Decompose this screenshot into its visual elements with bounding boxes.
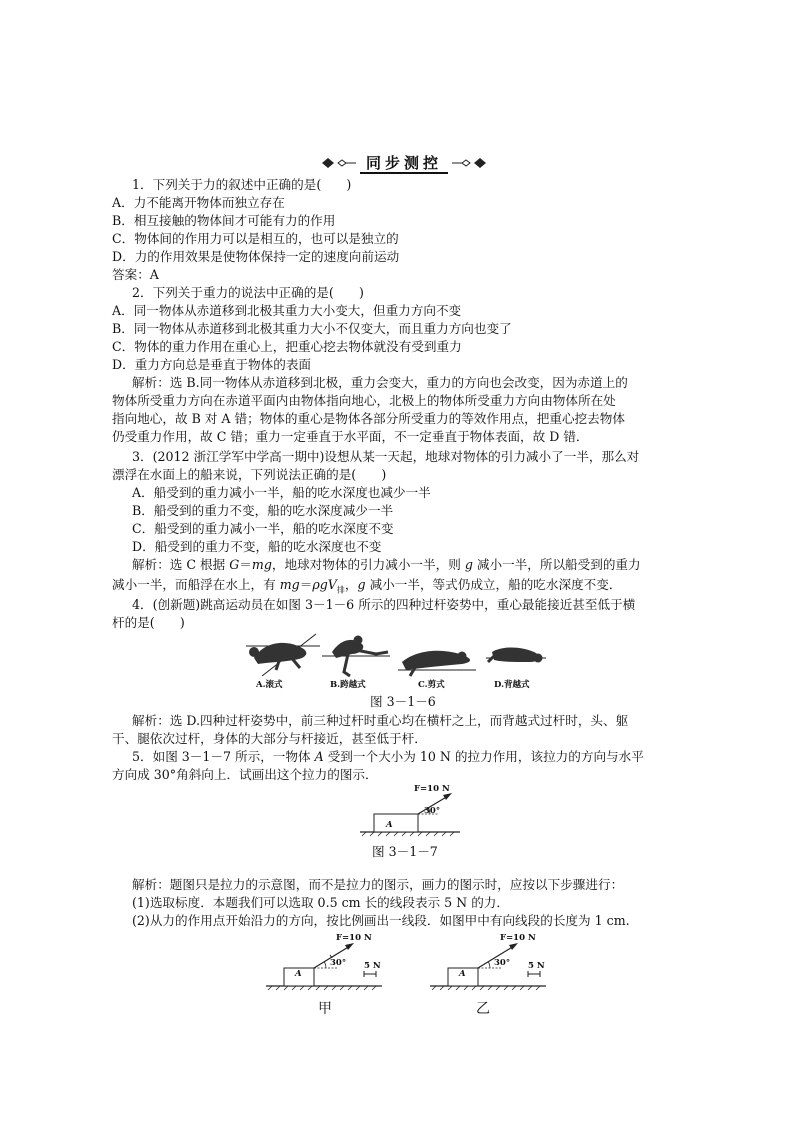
q1-option-d: D．力的作用效果是使物体保持一定的速度向前运动 bbox=[112, 249, 400, 264]
q4-analysis-line: 干、腿依次过杆，身体的大部分与杆接近，甚至低于杆． bbox=[112, 731, 427, 746]
arrow-head-icon bbox=[443, 793, 452, 800]
q3-analysis-line: 减小一半，而船浮在水上，有 mg＝ρgV$_排$，g 减小一半，等式仍成立，船的吃水深度不变． bbox=[112, 577, 622, 595]
diamond-outline-icon bbox=[338, 160, 346, 166]
q2-analysis-line: 解析：选 B.同一物体从赤道移到北极，重力会变大，重力的方向也会改变，因为赤道上的 bbox=[132, 375, 628, 390]
header-title: 同步测控 bbox=[358, 152, 450, 174]
arrow-head-icon bbox=[509, 943, 518, 950]
figure-label-a: A.滚式 bbox=[256, 680, 283, 690]
jumper-fosbury-illustration bbox=[486, 648, 546, 663]
jumper-scissors-illustration bbox=[322, 636, 390, 677]
q2-option-b: B．同一物体从赤道移到北极其重力大小不仅变大，而且重力方向也变了 bbox=[112, 321, 512, 336]
force-label: F=10 N bbox=[336, 933, 372, 943]
angle-label: 30° bbox=[424, 806, 441, 816]
figure-label-b: B.跨越式 bbox=[330, 680, 366, 690]
figure-label-d: D.背越式 bbox=[494, 680, 530, 690]
q1-stem: 1．下列关于力的叙述中正确的是( ) bbox=[132, 177, 352, 192]
q5-stem: 方向成 30°角斜向上．试画出这个拉力的图示． bbox=[112, 767, 378, 782]
scale-label: 5 N bbox=[364, 961, 381, 971]
q2-analysis-line: 物体所受重力方向在赤道平面内由物体指向地心，北极上的物体所受重力方向由物体所在处 bbox=[112, 393, 616, 408]
q1-option-b: B．相互接触的物体间才可能有力的作用 bbox=[112, 213, 336, 228]
q1-answer: 答案：A bbox=[112, 267, 159, 282]
q2-option-a: A．同一物体从赤道移到北极其重力大小变大，但重力方向不变 bbox=[112, 303, 462, 318]
sub-figure-label: 甲 bbox=[318, 1001, 332, 1017]
diamond-outline-icon bbox=[462, 160, 470, 166]
q3-option-a: A．船受到的重力减小一半，船的吃水深度也减少一半 bbox=[132, 485, 431, 500]
angle-label: 30° bbox=[330, 958, 347, 968]
sub-figure-label: 乙 bbox=[476, 1001, 490, 1017]
scale-label: 5 N bbox=[528, 961, 545, 971]
q2-analysis-line: 指向地心，故 B 对 A 错；物体的重心是物体各部分所受重力的等效作用点，把重心挖去物体 bbox=[112, 411, 625, 426]
q2-option-c: C．物体的重力作用在重心上，把重心挖去物体就没有受到重力 bbox=[112, 339, 462, 354]
force-label: F=10 N bbox=[500, 933, 536, 943]
jumper-roll-illustration bbox=[246, 634, 320, 676]
q3-option-b: B．船受到的重力不变，船的吃水深度减少一半 bbox=[132, 503, 394, 518]
q5-analysis-line: (1)选取标度．本题我们可以选取 0.5 cm 长的线段表示 5 N 的力． bbox=[132, 895, 509, 910]
q1-option-a: A．力不能离开物体而独立存在 bbox=[112, 195, 285, 210]
figure-label-c: C.剪式 bbox=[418, 680, 445, 690]
q4-analysis-line: 解析：选 D.四种过杆姿势中，前三种过杆时重心均在横杆之上，而背越式过杆时，头、躯 bbox=[132, 713, 629, 728]
q3-stem: 3．(2012 浙江学军中学高一期中)设想从某一天起，地球对物体的引力减小了一半，那么对 bbox=[132, 449, 640, 464]
q4-stem: 杆的是( ) bbox=[112, 615, 185, 630]
q2-stem: 2．下列关于重力的说法中正确的是( ) bbox=[132, 285, 364, 300]
q2-option-d: D．重力方向总是垂直于物体的表面 bbox=[112, 357, 312, 372]
q4-stem: 4．(创新题)跳高运动员在如图 3－1－6 所示的四种过杆姿势中，重心最能接近甚至低于横 bbox=[132, 597, 636, 612]
force-label: F=10 N bbox=[414, 784, 450, 794]
jumper-straddle-illustration bbox=[398, 651, 476, 676]
block-label: A bbox=[295, 969, 302, 979]
block-label: A bbox=[386, 820, 393, 830]
q3-option-c: C．船受到的重力减小一半，船的吃水深度不变 bbox=[132, 521, 394, 536]
diamond-icon bbox=[322, 158, 334, 168]
figure-caption: 图 3－1－6 bbox=[370, 694, 436, 709]
q3-stem: 漂浮在水面上的船来说，下列说法正确的是( ) bbox=[112, 467, 387, 482]
arrow-head-icon bbox=[345, 943, 354, 950]
q5-stem: 5．如图 3－1－7 所示，一物体 A 受到一个大小为 10 N 的拉力作用，该拉力的方向与水平 bbox=[132, 749, 644, 764]
q1-option-c: C．物体间的作用力可以是相互的，也可以是独立的 bbox=[112, 231, 399, 246]
q5-analysis-line: (2)从力的作用点开始沿力的方向，按比例画出一线段．如图甲中有向线段的长度为 1 cm. bbox=[132, 913, 630, 928]
q3-analysis-line: 解析：选 C 根据 G＝mg，地球对物体的引力减小一半，则 g 减小一半，所以船受到的重力 bbox=[132, 557, 641, 572]
section-header bbox=[318, 152, 490, 174]
angle-label: 30° bbox=[494, 958, 511, 968]
block-label: A bbox=[459, 969, 466, 979]
block bbox=[374, 814, 418, 832]
q3-option-d: D．船受到的重力不变，船的吃水深度也不变 bbox=[132, 539, 382, 554]
q2-analysis-line: 仍受重力作用，故 C 错；重力一定垂直于水平面，不一定垂直于物体表面，故 D 错． bbox=[112, 429, 589, 444]
figure-caption: 图 3－1－7 bbox=[372, 844, 438, 859]
diamond-icon bbox=[474, 158, 486, 168]
q5-analysis-line: 解析：题图只是拉力的示意图，而不是拉力的图示，画力的图示时，应按以下步骤进行： bbox=[132, 877, 624, 892]
